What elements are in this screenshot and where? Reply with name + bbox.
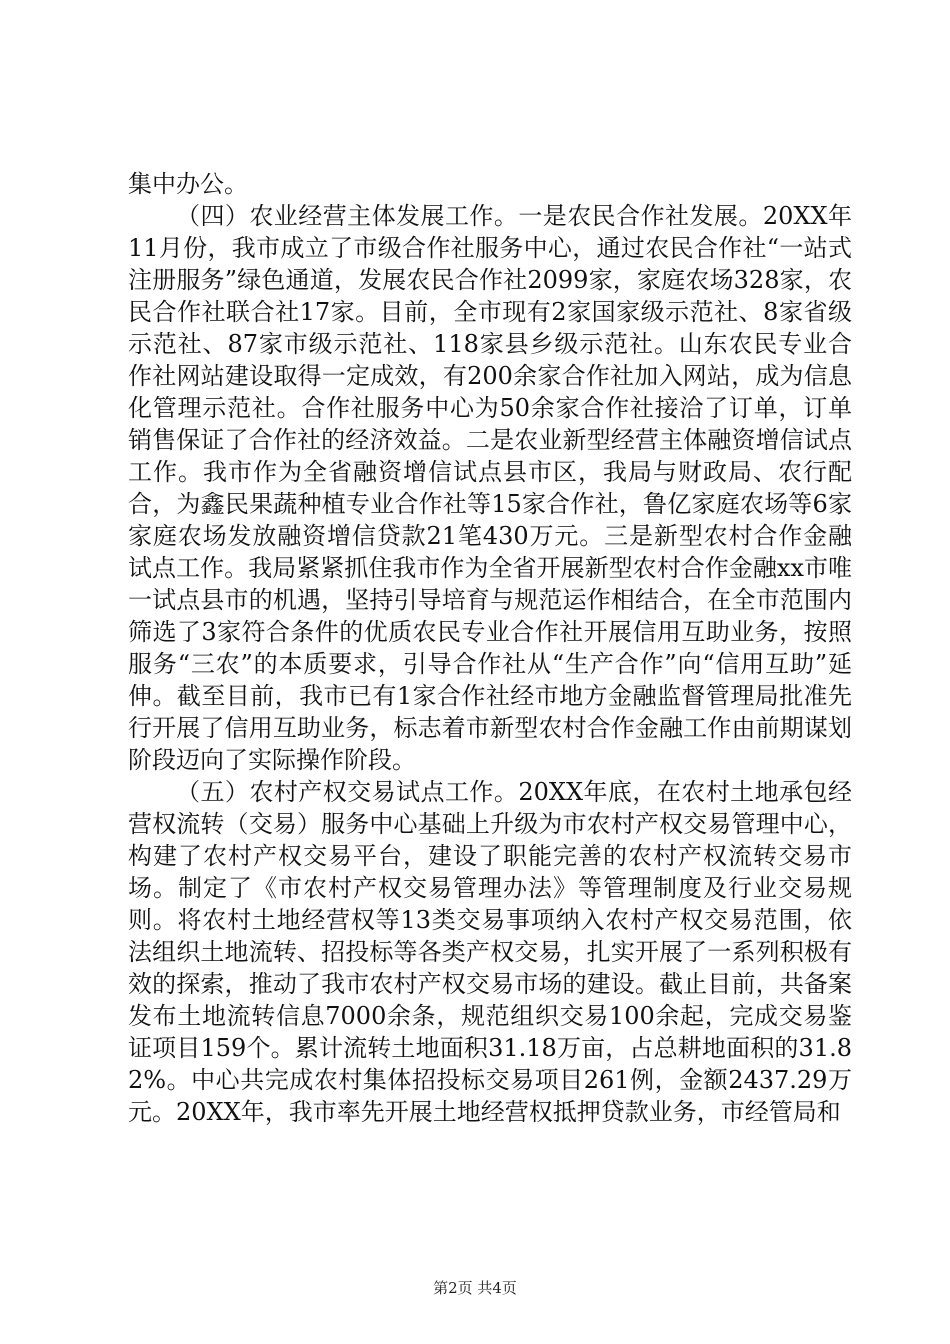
paragraph-section-five: （五）农村产权交易试点工作。20XX年底，在农村土地承包经营权流转（交易）服务中心基础上升级为市农村产权交易管理中心，构建了农村产权交易平台，建设了职能完善的农村产权流转交易市场。制定了《市农村产权交易管理办法》等管理制度及行业交易规则。将农村土地经营权等13类交易事项纳入农村产权交易范围，依法组织土地流转、招投标等各类产权交易，扎实开展了一系列积极有效的探索，推动了我市农村产权交易市场的建设。截止目前，共备案发布土地流转信息7000余条，规范组织交易100余起，完成交易鉴证项目159个。累计流转土地面积31.18万亩，占总耕地面积的31.82%。中心共完成农村集体招投标交易项目261例，金额2437.29万元。20XX年，我市率先开展土地经营权抵押贷款业务，市经管局和 bbox=[128, 778, 852, 1126]
paragraph-section-four: （四）农业经营主体发展工作。一是农民合作社发展。20XX年11月份，我市成立了市级合作社服务中心，通过农民合作社“一站式注册服务”绿色通道，发展农民合作社2099家，家庭农场328家，农民合作社联合社17家。目前，全市现有2家国家级示范社、8家省级示范社、87家市级示范社、118家县乡级示范社。山东农民专业合作社网站建设取得一定成效，有200余家合作社加入网站，成为信息化管理示范社。合作社服务中心为50余家合作社接洽了订单，订单销售保证了合作社的经济效益。二是农业新型经营主体融资增信试点工作。我市作为全省融资增信试点县市区，我局与财政局、农行配合，为鑫民果蔬种植专业合作社等15家合作社，鲁亿家庭农场等6家家庭农场发放融资增信贷款21笔430万元。三是新型农村合作金融试点工作。我局紧紧抓住我市作为全省开展新型农村合作金融xx市唯一试点县市的机遇，坚持引导培育与规范运作相结合，在全市范围内筛选了3家符合条件的优质农民专业合作社开展信用互助业务，按照服务“三农”的本质要求，引导合作社从“生产合作”向“信用互助”延伸。截至目前，我市已有1家合作社经市地方金融监督管理局批准先行开展了信用互助业务，标志着市新型农村合作金融工作由前期谋划阶段迈向了实际操作阶段。 bbox=[128, 202, 852, 774]
page-footer: 第2页 共4页 bbox=[433, 1279, 517, 1297]
document-body bbox=[128, 168, 852, 1128]
paragraph-continuation: 集中办公。 bbox=[128, 170, 248, 198]
